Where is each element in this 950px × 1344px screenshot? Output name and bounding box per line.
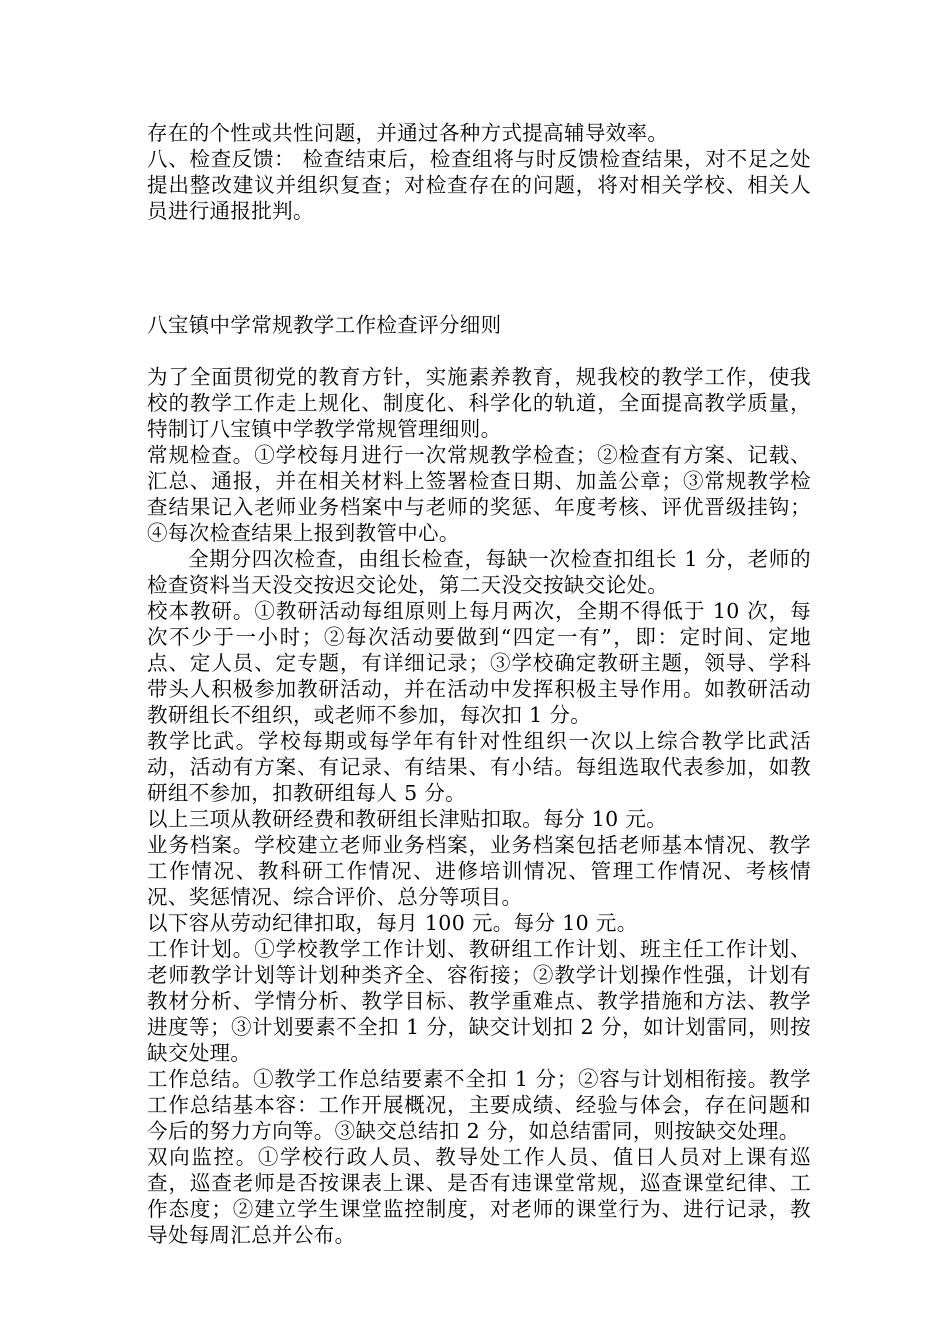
paragraph-preamble: 为了全面贯彻党的教育方针，实施素养教育，规我校的教学工作，使我校的教学工作走上规化、制度化、科学化的轨道，全面提高教学质量，特制订八宝镇中学教学常规管理细则。	[147, 365, 811, 441]
title-spacer	[147, 338, 811, 364]
paragraph-routine-inspection: 常规检查。①学校每月进行一次常规教学检查；②检查有方案、记载、汇总、通报，并在相关材料上签署检查日期、加盖公章；③常规教学检查结果记入老师业务档案中与老师的奖惩、年度考核、评优晋级挂钩；④每次检查结果上报到教管中心。	[147, 443, 811, 545]
section-spacer	[147, 224, 811, 312]
intro-paragraph-2: 八、检查反馈： 检查结束后，检查组将与时反馈检查结果，对不足之处提出整改建议并组织复查；对检查存在的问题，将对相关学校、相关人员进行通报批判。	[147, 147, 811, 223]
paragraph-school-research: 校本教研。①教研活动每组原则上每月两次，全期不得低于 10 次，每次不少于一小时；②每次活动要做到“四定一有”，即：定时间、定地点、定人员、定专题，有详细记录；③学校确定教研主题，领导、学科带头人积极参加教研活动，并在活动中发挥积极主导作用。如教研活动教研组长不组织，或老师不参加，每次扣 1 分。	[147, 599, 811, 727]
paragraph-teaching-competition: 教学比武。学校每期或每学年有针对性组织一次以上综合教学比武活动，活动有方案、有记录、有结果、有小结。每组选取代表参加，如教研组不参加，扣教研组每人 5 分。	[147, 729, 811, 805]
paragraph-work-summary: 工作总结。①教学工作总结要素不全扣 1 分；②容与计划相衔接。教学工作总结基本容：工作开展概况，主要成绩、经验与体会，存在问题和今后的努力方向等。③缺交总结扣 2 分，如总结雷同，则按缺交处理。	[147, 1067, 811, 1143]
document-title: 八宝镇中学常规教学工作检查评分细则	[147, 313, 502, 337]
paragraph-work-plan: 工作计划。①学校教学工作计划、教研组工作计划、班主任工作计划、老师教学计划等计划种类齐全、容衔接；②教学计划操作性强，计划有教材分析、学情分析、教学目标、教学重难点、教学措施和方法、教学进度等；③计划要素不全扣 1 分，缺交计划扣 2 分，如计划雷同，则按缺交处理。	[147, 937, 811, 1065]
document-body	[147, 120, 811, 1248]
paragraph-deduction-rule-2: 以下容从劳动纪律扣取，每月 100 元。每分 10 元。	[147, 911, 638, 935]
paragraph-deduction-rule-1: 以上三项从教研经费和教研组长津贴扣取。每分 10 元。	[147, 807, 668, 831]
intro-paragraph-1: 存在的个性或共性问题，并通过各种方式提高辅导效率。	[147, 121, 669, 145]
paragraph-inspection-schedule: 全期分四次检查，由组长检查，每缺一次检查扣组长 1 分，老师的检查资料当天没交按迟交论处，第二天没交按缺交论处。	[147, 547, 811, 597]
paragraph-business-archive: 业务档案。学校建立老师业务档案，业务档案包括老师基本情况、教学工作情况、教科研工作情况、进修培训情况、管理工作情况、考核情况、奖惩情况、综合评价、总分等项目。	[147, 833, 811, 909]
paragraph-two-way-monitoring: 双向监控。①学校行政人员、教导处工作人员、值日人员对上课有巡查，巡查老师是否按课表上课、是否有违课堂常规，巡查课堂纪律、工作态度；②建立学生课堂监控制度，对老师的课堂行为、进行记录，教导处每周汇总并公布。	[147, 1145, 811, 1247]
